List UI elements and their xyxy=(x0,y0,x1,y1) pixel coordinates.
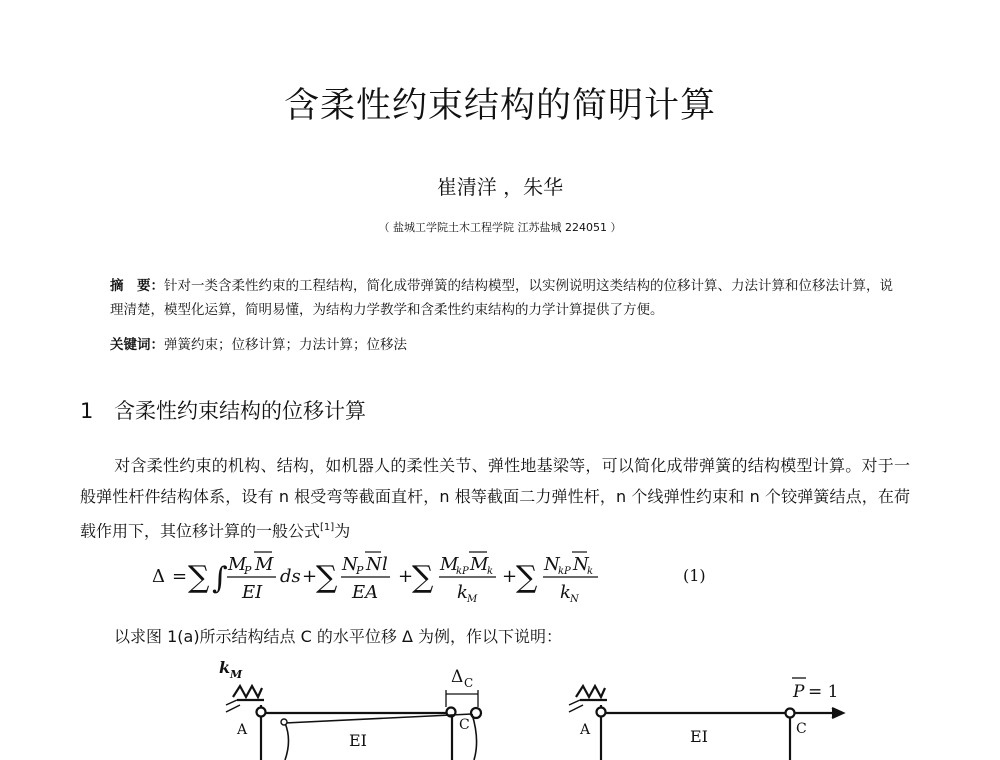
keywords xyxy=(110,333,905,353)
eq-sum-4: ∑ xyxy=(516,560,538,595)
spring-hatch-b-1 xyxy=(569,700,580,705)
eq-plus-3: + xyxy=(502,566,518,587)
deflected-column-left xyxy=(285,723,289,760)
eq-sum-1: ∑ xyxy=(188,560,210,595)
t2-num-end: l xyxy=(382,554,388,575)
rotational-spring-zigzag xyxy=(233,686,262,697)
t1-num: M xyxy=(228,554,247,575)
t2-num: N xyxy=(342,554,358,575)
t3-den: k xyxy=(457,582,468,603)
eq-sum-3: ∑ xyxy=(412,560,434,595)
deflected-column-right xyxy=(472,714,477,760)
abstract-label: 摘 要： xyxy=(110,278,164,294)
paragraph-end: 为 xyxy=(334,521,351,541)
t2-num-sub: P xyxy=(356,564,364,577)
citation: [1] xyxy=(320,522,335,533)
t1-den: EI xyxy=(242,582,263,603)
load-value: = 1 xyxy=(808,682,839,702)
node-a-label-b: A xyxy=(580,722,591,738)
node-c-label-b: C xyxy=(796,721,807,737)
t3-num-sub: kP xyxy=(456,566,469,577)
t4-den: k xyxy=(560,582,571,603)
section-heading xyxy=(80,395,366,425)
load-label: P xyxy=(793,682,805,702)
deflected-beam xyxy=(285,714,472,723)
body-paragraph xyxy=(80,450,910,546)
paragraph-text: 对含柔性约束的机构、结构，如机器人的柔性关节、弹性地基梁等，可以简化成带弹簧的结构模型计算。对于一般弹性杆件结构体系，设有 n 根受弯等截面直杆，n 根等截面二力弹性杆，n 个线弹性约束和 n 个铰弹簧结点，在荷载作用下，其位移计算的一般公式 xyxy=(80,456,910,541)
t3-den-sub: M xyxy=(467,594,478,605)
spring-label-sub: M xyxy=(230,668,243,681)
deflected-node xyxy=(281,719,287,725)
t4-num2-sub: k xyxy=(587,566,594,577)
t1-num-sub: P xyxy=(244,564,252,577)
rotational-spring-zigzag-b xyxy=(576,686,605,697)
paper-authors: 崔清洋 ，朱华 xyxy=(436,175,564,199)
spring-hatch-b-2 xyxy=(569,705,583,712)
eq-ds: ds xyxy=(280,566,301,587)
t4-num: N xyxy=(544,554,560,575)
eq-equals: = xyxy=(172,566,188,587)
t1-num2: M xyxy=(255,554,274,575)
node-c-hinge-b xyxy=(786,709,795,718)
eq-plus-2: + xyxy=(398,566,414,587)
delta-label: Δ xyxy=(451,667,464,687)
section-title: 含柔性约束结构的位移计算 xyxy=(114,399,366,423)
eq-integral: ∫ xyxy=(212,561,228,596)
eq-sum-2: ∑ xyxy=(316,560,338,595)
figure-intro-sentence: 以求图 1(a)所示结构结点 C 的水平位移 Δ 为例，作以下说明： xyxy=(114,627,563,646)
section-number: 1 xyxy=(80,399,94,423)
t4-num2: N xyxy=(573,554,589,575)
node-a-hinge-b xyxy=(597,708,606,717)
equation-1 xyxy=(152,540,652,610)
node-a-hinge xyxy=(257,708,266,717)
load-arrow-head xyxy=(832,708,843,718)
spring-hatch-2 xyxy=(226,705,240,712)
member-label: EI xyxy=(349,731,367,750)
spring-hatch-1 xyxy=(226,700,237,705)
equation-number: (1) xyxy=(683,566,706,585)
t3-num2-sub: k xyxy=(487,566,494,577)
delta-label-sub: C xyxy=(464,676,474,690)
node-a-label: A xyxy=(237,722,248,738)
node-c-displaced xyxy=(471,708,481,718)
spring-label: k xyxy=(219,658,231,677)
paper-title: 含柔性约束结构的简明计算 xyxy=(283,86,716,126)
node-c-label: C xyxy=(459,717,470,733)
t3-num2: M xyxy=(470,554,489,575)
t3-num: M xyxy=(440,554,459,575)
t4-den-sub: N xyxy=(570,594,579,605)
eq-delta: Δ xyxy=(152,566,165,587)
eq-plus-1: + xyxy=(302,566,318,587)
keywords-label: 关键词： xyxy=(110,337,164,353)
t4-num-sub: kP xyxy=(558,566,571,577)
node-c-hinge xyxy=(447,708,456,717)
keywords-text: 弹簧约束；位移计算；力法计算；位移法 xyxy=(164,337,407,353)
t2-den: EA xyxy=(352,582,379,603)
t2-num2: N xyxy=(366,554,382,575)
abstract-text: 针对一类含柔性约束的工程结构，简化成带弹簧的结构模型，以实例说明这类结构的位移计算、力法计算和位移法计算，说理清楚，模型化运算，简明易懂，为结构力学教学和含柔性约束结构的力学计算提供了方便。 xyxy=(110,278,893,318)
member-label-b: EI xyxy=(690,727,708,746)
paper-affiliation: （ 盐城工学院土木工程学院 江苏盐城 224051 ） xyxy=(378,221,622,234)
abstract xyxy=(110,274,905,322)
